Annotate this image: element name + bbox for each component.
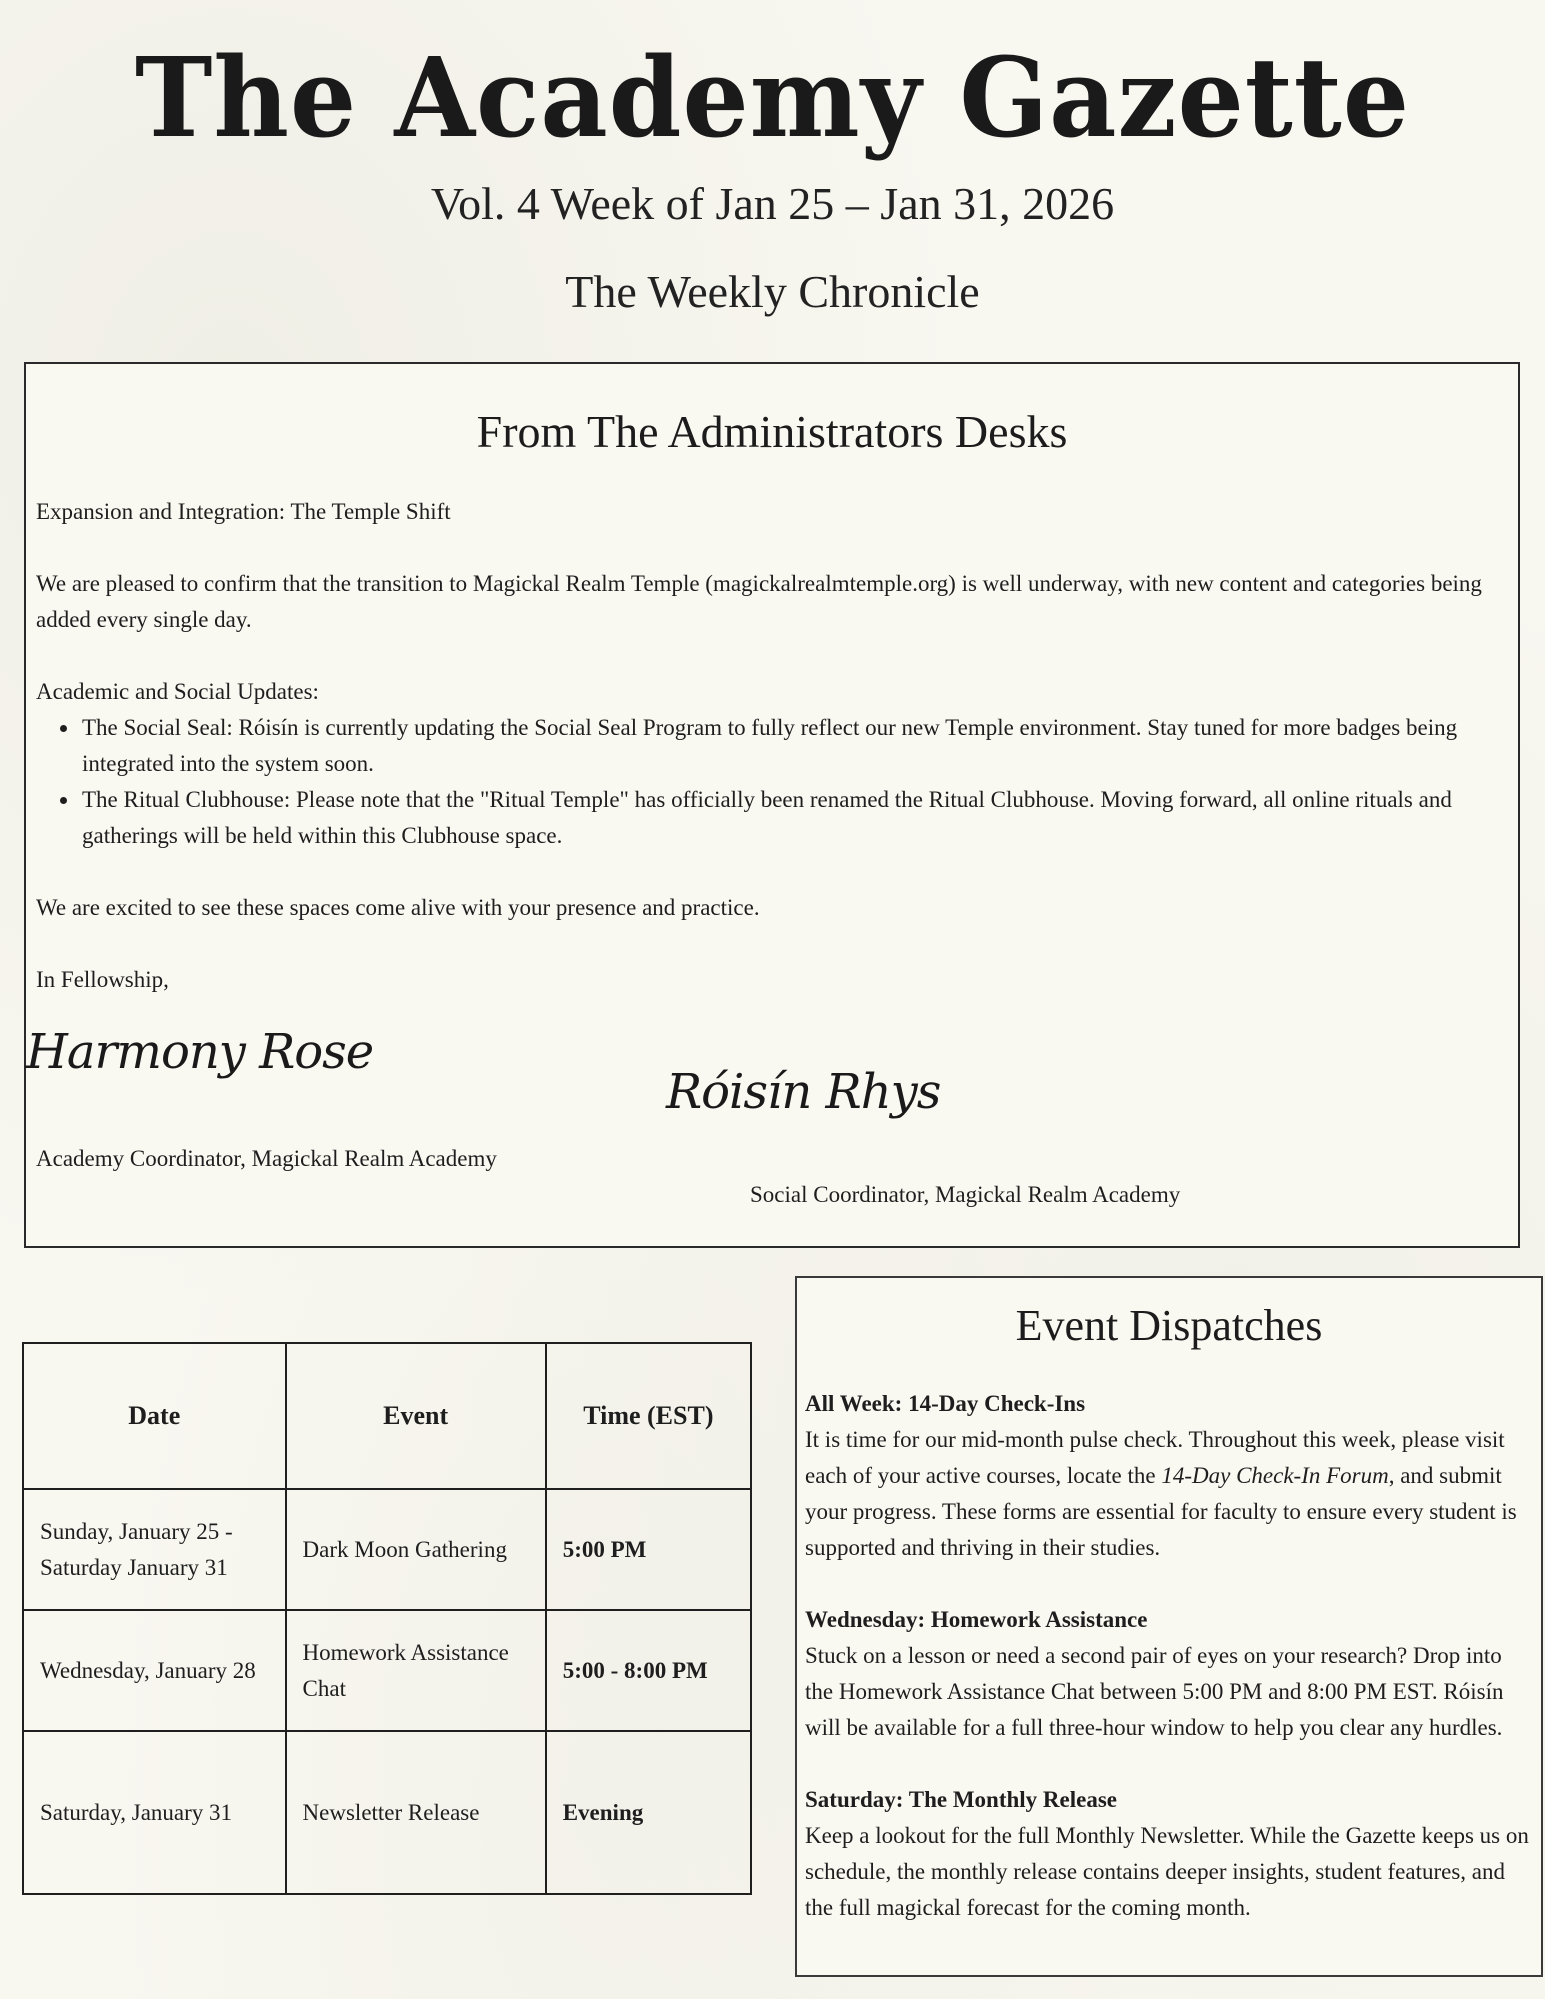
update-item-ritual-clubhouse: • The Ritual Clubhouse: Please note that the "Ritual Temple" has officially been renamed the Ritual Clubhouse. Moving forward, all online rituals and gatherings will be held within this Clubhouse space.: [80, 782, 1506, 854]
cell-time: 5:00 PM: [546, 1489, 751, 1610]
admin-signoff: In Fellowship,: [36, 967, 169, 992]
signatory-title-social-coordinator: Social Coordinator, Magickal Realm Academy: [750, 1182, 1181, 1207]
cell-date: Saturday, January 31: [23, 1731, 286, 1894]
dispatch-item-monthly-release: [805, 1782, 1535, 1926]
dispatch-item-check-ins: [805, 1386, 1535, 1566]
cell-time: Evening: [546, 1731, 751, 1894]
column-header-time: Time (EST): [546, 1343, 751, 1489]
update-item-social-seal: • The Social Seal: Róisín is currently updating the Social Seal Program to fully reflect our new Temple environment. Stay tuned for more badges being integrated into the system soon.: [80, 710, 1506, 782]
event-dispatches-section: [795, 1276, 1543, 1977]
cell-time: 5:00 - 8:00 PM: [546, 1610, 751, 1731]
dispatch-text-part: It is time for our mid-month pulse check. Throughout this week, please visit each of your active courses, locate the: [805, 1427, 1505, 1488]
cell-date: Sunday, January 25 - Saturday January 31: [23, 1489, 286, 1610]
cell-date: Wednesday, January 28: [23, 1610, 286, 1731]
cell-event: Dark Moon Gathering: [286, 1489, 546, 1610]
administrators-desk-section: [24, 362, 1520, 1248]
admin-body: [36, 494, 1506, 998]
column-header-event: Event: [286, 1343, 546, 1489]
table-row: [23, 1610, 751, 1731]
signature-roisin-rhys: Róisín Rhys: [666, 1064, 941, 1120]
cell-event: Homework Assistance Chat: [286, 1610, 546, 1731]
volume-line: Vol. 4 Week of Jan 25 – Jan 31, 2026: [430, 178, 1115, 229]
events-schedule-table: [22, 1342, 752, 1895]
cell-event: Newsletter Release: [286, 1731, 546, 1894]
updates-list: [36, 710, 1506, 854]
dispatch-title: Saturday: The Monthly Release: [805, 1787, 1117, 1812]
table-header-row: [23, 1343, 751, 1489]
check-in-forum-emphasis: 14-Day Check-In Forum: [1161, 1463, 1389, 1488]
admin-closing-paragraph: We are excited to see these spaces come alive with your presence and practice.: [36, 895, 760, 920]
dispatches-heading: Event Dispatches: [1015, 1301, 1323, 1350]
dispatch-text: [805, 1422, 1535, 1566]
section-title: The Weekly Chronicle: [565, 266, 980, 317]
dispatch-item-homework-assistance: [805, 1602, 1535, 1746]
dispatch-text-part: , and submit your progress. These forms are essential for faculty to ensure every student is supported and thriving in their studies.: [805, 1463, 1517, 1560]
admin-section-heading: From The Administrators Desks: [476, 406, 1068, 457]
dispatch-title: Wednesday: Homework Assistance: [805, 1607, 1148, 1632]
dispatch-text: Keep a lookout for the full Monthly Newsletter. While the Gazette keeps us on schedule, the monthly release contains deeper insights, student features, and the full magickal forecast for the coming month.: [805, 1823, 1529, 1920]
dispatch-text: Stuck on a lesson or need a second pair of eyes on your research? Drop into the Homework Assistance Chat between 5:00 PM and 8:00 PM EST. Róisín will be available for a full three-hour window to help you clear any hurdles.: [805, 1643, 1504, 1740]
table-row: [23, 1489, 751, 1610]
newsletter-title: The Academy Gazette: [134, 32, 1411, 163]
column-header-date: Date: [23, 1343, 286, 1489]
dispatch-title: All Week: 14-Day Check-Ins: [805, 1391, 1086, 1416]
admin-intro-paragraph: We are pleased to confirm that the transition to Magickal Realm Temple (magickalrealmtemple.org) is well underway, with new content and categories being added every single day.: [36, 571, 1482, 632]
signature-harmony-rose: Harmony Rose: [26, 1024, 374, 1080]
table-row: [23, 1731, 751, 1894]
signatory-title-academy-coordinator: Academy Coordinator, Magickal Realm Academy: [36, 1146, 497, 1171]
dispatches-body: [805, 1386, 1535, 1962]
admin-subheading: Expansion and Integration: The Temple Shift: [36, 499, 451, 524]
updates-label: Academic and Social Updates:: [36, 679, 319, 704]
